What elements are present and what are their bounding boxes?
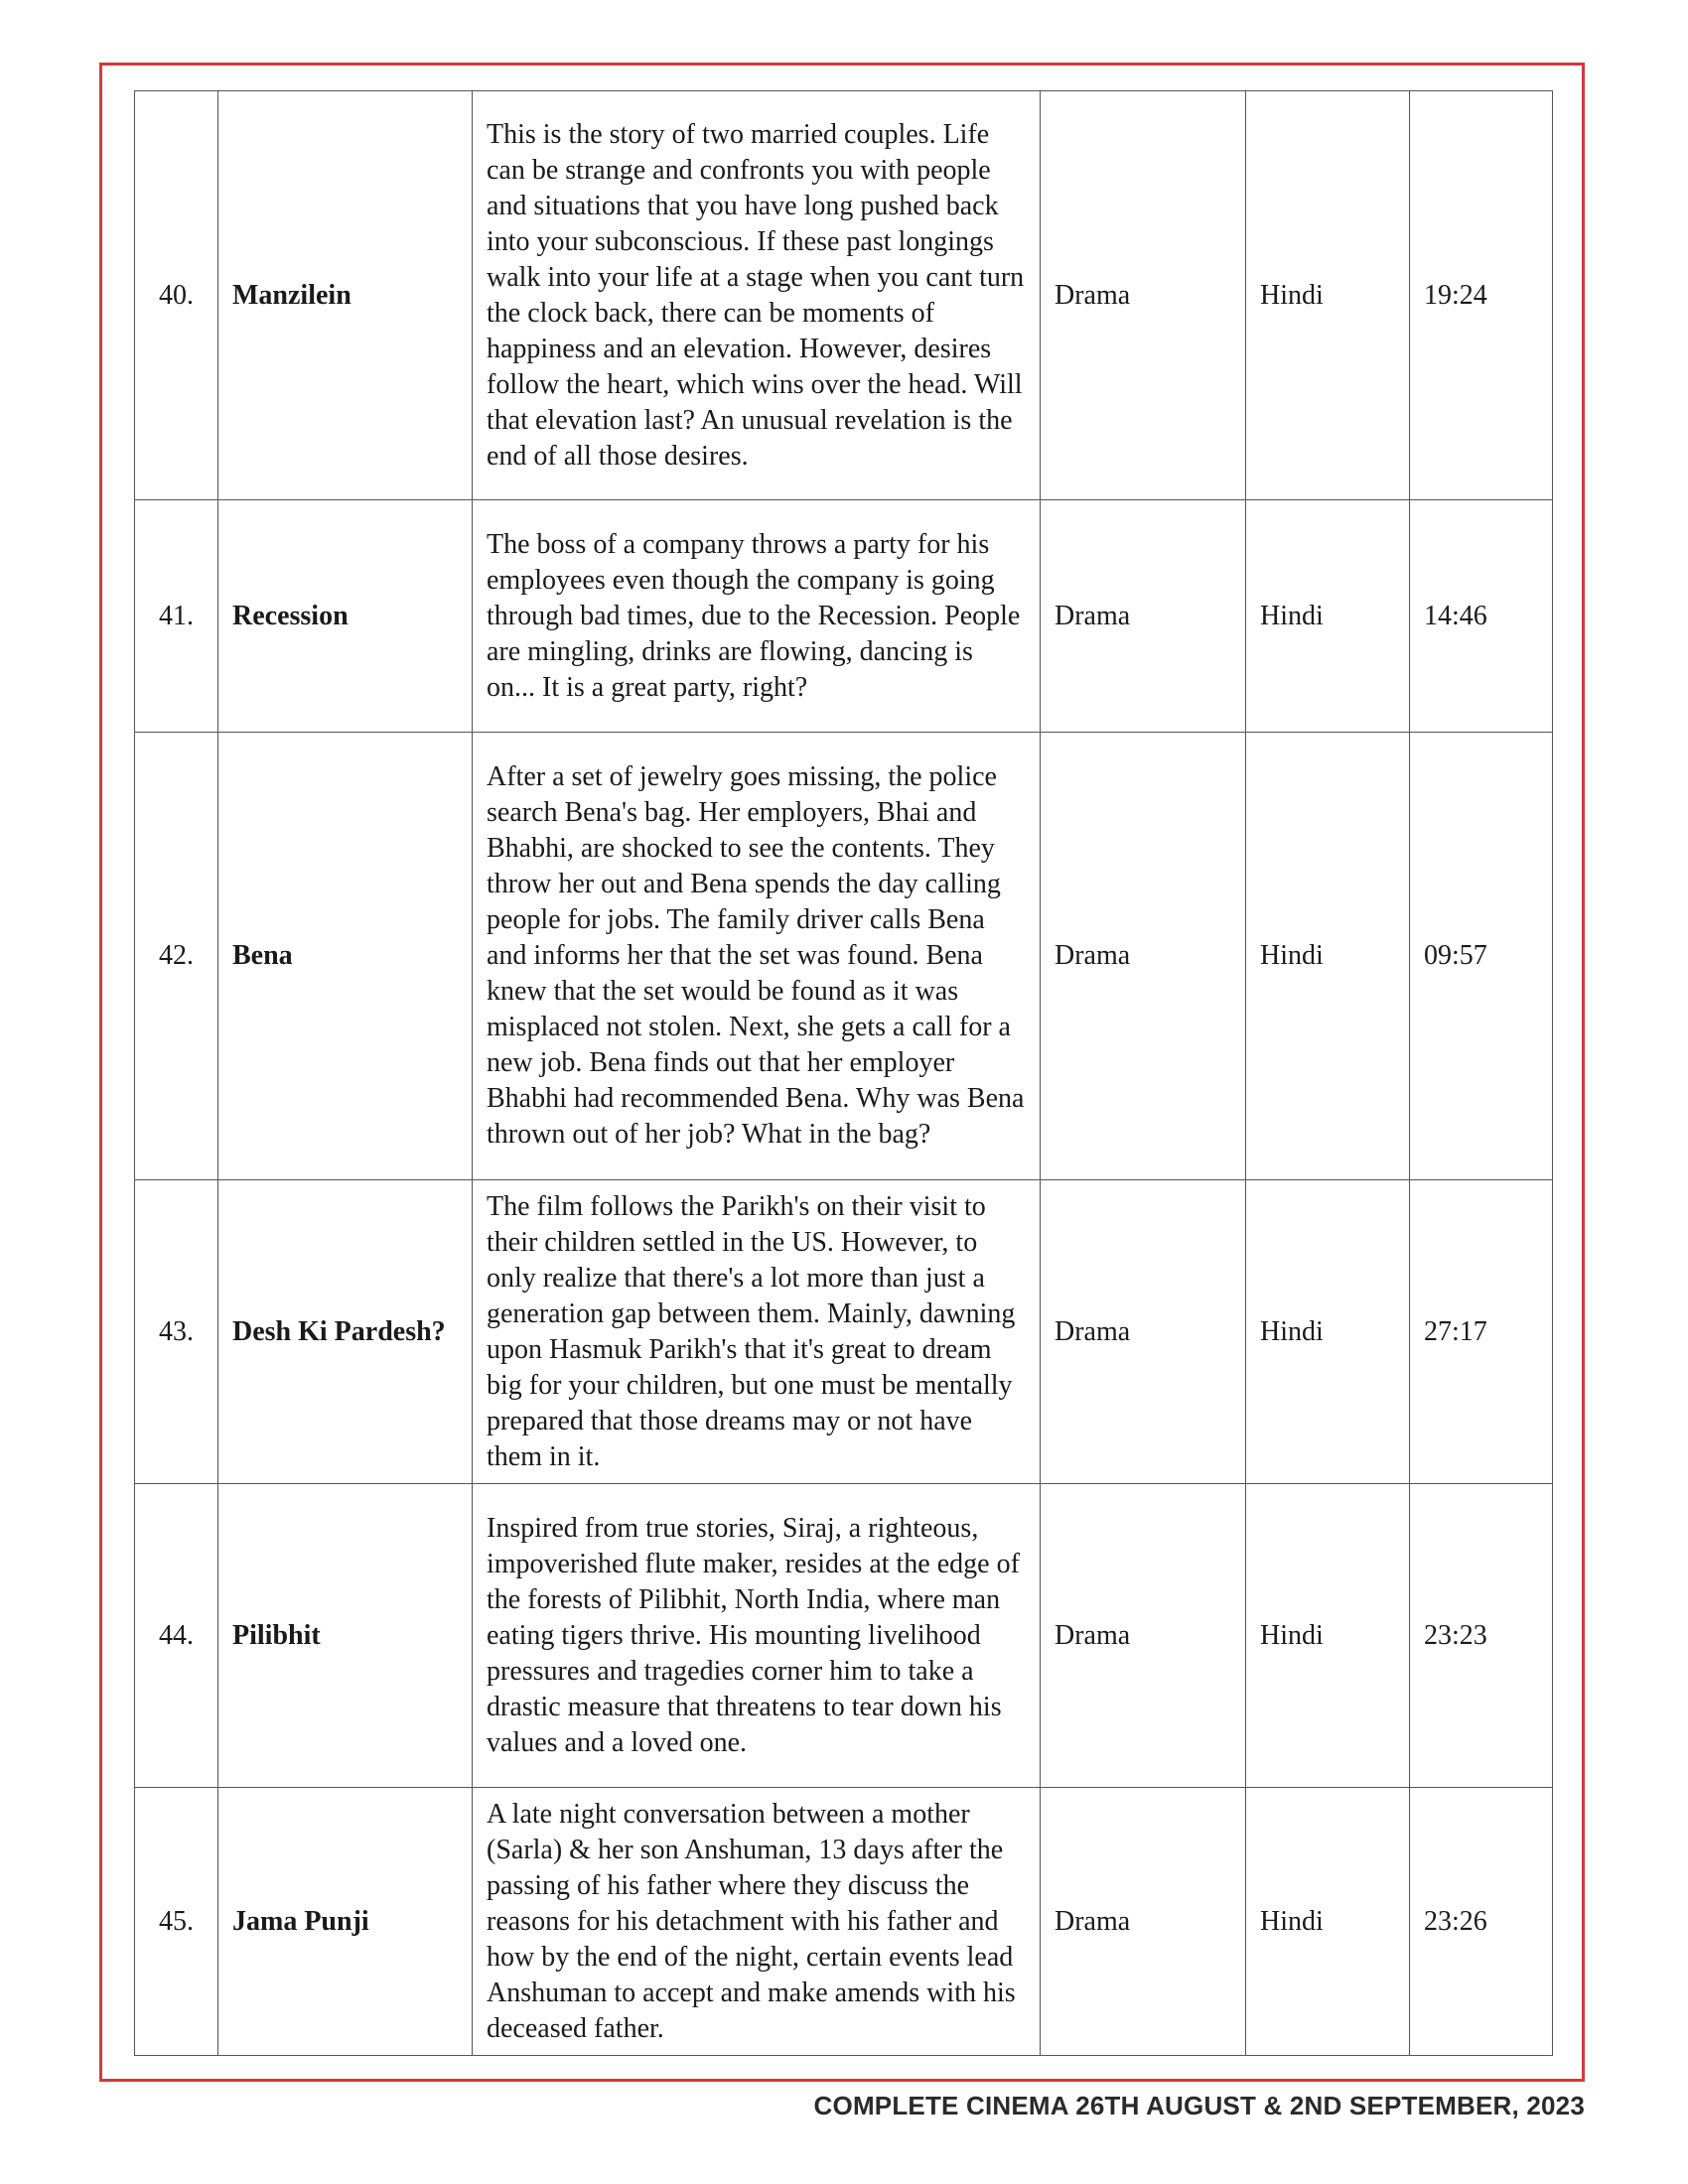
table-row xyxy=(135,733,1553,1180)
film-synopsis: The film follows the Parikh's on their visit to their children settled in the US. However, to only realize that there's a lot more than just a generation gap between them. Mainly, dawning upon Hasmuk Parikh's that it's great to dream big for your children, but one must be mentally prepared that those dreams may or not have them in it. xyxy=(473,1180,1041,1484)
film-number: 44. xyxy=(135,1484,218,1788)
film-genre: Drama xyxy=(1041,500,1246,733)
film-table xyxy=(134,90,1553,2056)
table-row xyxy=(135,1484,1553,1788)
film-genre: Drama xyxy=(1041,91,1246,500)
film-number: 43. xyxy=(135,1180,218,1484)
film-title: Bena xyxy=(218,733,473,1180)
film-number: 45. xyxy=(135,1788,218,2056)
film-duration: 23:23 xyxy=(1410,1484,1553,1788)
film-language: Hindi xyxy=(1246,1788,1410,2056)
film-duration: 09:57 xyxy=(1410,733,1553,1180)
table-row xyxy=(135,1180,1553,1484)
film-synopsis: This is the story of two married couples. Life can be strange and confronts you with people and situations that you have long pushed back into your subconscious. If these past longings walk into your life at a stage when you cant turn the clock back, there can be moments of happiness and an elevation. However, desires follow the heart, which wins over the head. Will that elevation last? An unusual revelation is the end of all those desires. xyxy=(473,91,1041,500)
film-synopsis: Inspired from true stories, Siraj, a righteous, impoverished flute maker, resides at the edge of the forests of Pilibhit, North India, where man eating tigers thrive. His mounting livelihood pressures and tragedies corner him to take a drastic measure that threatens to tear down his values and a loved one. xyxy=(473,1484,1041,1788)
film-synopsis: A late night conversation between a mother (Sarla) & her son Anshuman, 13 days after the passing of his father where they discuss the reasons for his detachment with his father and how by the end of the night, certain events lead Anshuman to accept and make amends with his deceased father. xyxy=(473,1788,1041,2056)
film-number: 40. xyxy=(135,91,218,500)
film-language: Hindi xyxy=(1246,500,1410,733)
film-language: Hindi xyxy=(1246,91,1410,500)
film-number: 42. xyxy=(135,733,218,1180)
film-genre: Drama xyxy=(1041,1180,1246,1484)
film-title: Recession xyxy=(218,500,473,733)
film-duration: 14:46 xyxy=(1410,500,1553,733)
film-genre: Drama xyxy=(1041,1484,1246,1788)
film-title: Jama Punji xyxy=(218,1788,473,2056)
film-genre: Drama xyxy=(1041,733,1246,1180)
film-language: Hindi xyxy=(1246,1180,1410,1484)
film-title: Pilibhit xyxy=(218,1484,473,1788)
film-language: Hindi xyxy=(1246,1484,1410,1788)
table-row xyxy=(135,500,1553,733)
page-footer: COMPLETE CINEMA 26TH AUGUST & 2ND SEPTEMBER, 2023 xyxy=(813,2091,1585,2120)
film-synopsis: The boss of a company throws a party for his employees even though the company is going through bad times, due to the Recession. People are mingling, drinks are flowing, dancing is on... It is a great party, right? xyxy=(473,500,1041,733)
film-title: Desh Ki Pardesh? xyxy=(218,1180,473,1484)
film-number: 41. xyxy=(135,500,218,733)
film-duration: 23:26 xyxy=(1410,1788,1553,2056)
film-title: Manzilein xyxy=(218,91,473,500)
table-row xyxy=(135,91,1553,500)
film-synopsis: After a set of jewelry goes missing, the police search Bena's bag. Her employers, Bhai and Bhabhi, are shocked to see the contents. They throw her out and Bena spends the day calling people for jobs. The family driver calls Bena and informs her that the set was found. Bena knew that the set would be found as it was misplaced not stolen. Next, she gets a call for a new job. Bena finds out that her employer Bhabhi had recommended Bena. Why was Bena thrown out of her job? What in the bag? xyxy=(473,733,1041,1180)
table-row xyxy=(135,1788,1553,2056)
film-language: Hindi xyxy=(1246,733,1410,1180)
film-genre: Drama xyxy=(1041,1788,1246,2056)
film-duration: 19:24 xyxy=(1410,91,1553,500)
film-duration: 27:17 xyxy=(1410,1180,1553,1484)
